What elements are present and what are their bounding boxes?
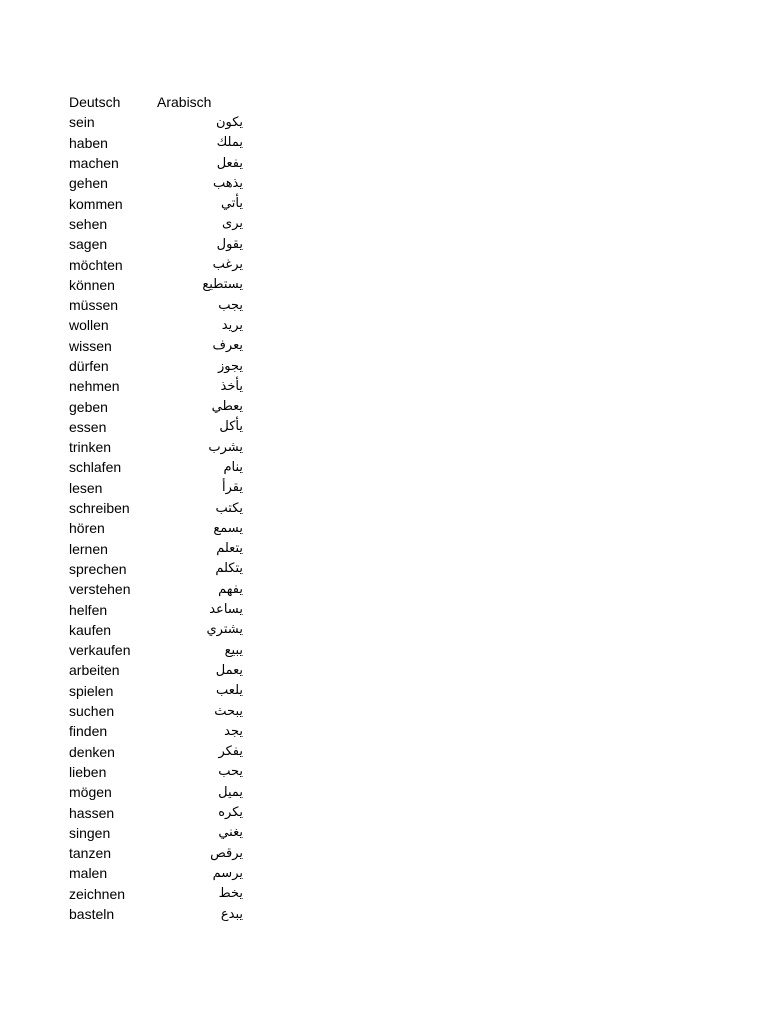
arabic-word: يرى <box>222 216 243 232</box>
arabic-word: يفكر <box>218 744 243 760</box>
german-word: kaufen <box>69 621 112 638</box>
table-row <box>69 762 243 782</box>
arabic-word: يكره <box>218 805 243 821</box>
german-word: verkaufen <box>69 642 131 659</box>
table-row <box>69 254 243 274</box>
arabic-word: يبحث <box>214 703 243 719</box>
arabic-word: يفهم <box>218 581 243 597</box>
table-row <box>69 599 243 619</box>
arabic-word: يرقص <box>210 845 243 861</box>
table-row <box>69 579 243 599</box>
german-word: mögen <box>69 784 112 801</box>
arabic-word: يشتري <box>206 622 243 638</box>
table-row <box>69 295 243 315</box>
arabic-word: يلعب <box>216 683 243 699</box>
table-row <box>69 802 243 822</box>
arabic-word: يبيع <box>224 642 243 658</box>
german-word: schreiben <box>69 500 130 517</box>
table-row <box>69 153 243 173</box>
table-row <box>69 904 243 924</box>
arabic-word: يجب <box>218 297 243 313</box>
table-row <box>69 356 243 376</box>
german-word: sein <box>69 114 95 131</box>
table-row <box>69 782 243 802</box>
arabic-word: يرغب <box>212 257 243 273</box>
table-row <box>69 214 243 234</box>
arabic-word: يذهب <box>212 175 243 191</box>
german-word: sagen <box>69 236 108 253</box>
german-word: haben <box>69 134 108 151</box>
arabic-word: يريد <box>221 317 243 333</box>
german-word: sprechen <box>69 560 127 577</box>
german-word: zeichnen <box>69 885 126 902</box>
table-row <box>69 112 243 132</box>
table-row <box>69 701 243 721</box>
arabic-word: يغني <box>218 825 243 841</box>
arabic-word: يكون <box>215 114 243 130</box>
table-row <box>69 518 243 538</box>
table-row <box>69 539 243 559</box>
arabic-word: يبدع <box>220 906 243 922</box>
german-word: basteln <box>69 906 115 923</box>
arabic-word: يميل <box>218 784 243 800</box>
table-row <box>69 498 243 518</box>
german-word: wissen <box>69 337 112 354</box>
german-word: müssen <box>69 297 119 314</box>
arabic-word: يقرأ <box>222 480 243 496</box>
table-row <box>69 376 243 396</box>
table-header-row <box>69 92 243 112</box>
arabic-word: يأخذ <box>220 378 243 394</box>
german-word: hören <box>69 520 105 537</box>
table-row <box>69 681 243 701</box>
arabic-word: يستطيع <box>202 277 243 293</box>
german-word: kommen <box>69 195 123 212</box>
german-word: helfen <box>69 601 108 618</box>
table-row <box>69 396 243 416</box>
german-word: suchen <box>69 703 115 720</box>
table-row <box>69 275 243 295</box>
table-row <box>69 193 243 213</box>
german-word: hassen <box>69 804 115 821</box>
table-row <box>69 133 243 153</box>
german-word: lieben <box>69 763 107 780</box>
arabic-word: يحب <box>218 764 243 780</box>
table-row <box>69 336 243 356</box>
arabic-word: يسمع <box>213 520 243 536</box>
table-row <box>69 417 243 437</box>
arabic-word: يملك <box>216 135 243 151</box>
german-word: tanzen <box>69 845 112 862</box>
german-word: wollen <box>69 317 109 334</box>
arabic-word: يساعد <box>209 602 243 618</box>
arabic-word: يتعلم <box>216 541 243 557</box>
german-word: lesen <box>69 479 103 496</box>
arabic-word: يجوز <box>217 358 243 374</box>
table-row <box>69 660 243 680</box>
german-word: spielen <box>69 682 114 699</box>
german-word: sehen <box>69 215 108 232</box>
arabic-word: يرسم <box>212 865 243 881</box>
german-word: schlafen <box>69 459 122 476</box>
arabic-word: يعرف <box>212 338 243 354</box>
table-row <box>69 315 243 335</box>
german-word: geben <box>69 398 108 415</box>
german-word: denken <box>69 743 115 760</box>
german-word: machen <box>69 155 119 172</box>
german-word: verstehen <box>69 581 131 598</box>
table-row <box>69 863 243 883</box>
arabic-word: يجد <box>224 723 243 739</box>
arabic-word: ينام <box>223 459 243 475</box>
arabic-word: يتكلم <box>215 561 243 577</box>
arabic-word: يفعل <box>216 155 243 171</box>
table-row <box>69 437 243 457</box>
table-row <box>69 620 243 640</box>
arabic-word: يشرب <box>208 439 243 455</box>
arabic-word: يعطي <box>211 399 243 415</box>
table-body <box>69 112 243 924</box>
german-word: dürfen <box>69 358 109 374</box>
german-word: lernen <box>69 540 108 557</box>
german-word: arbeiten <box>69 662 120 679</box>
german-word: nehmen <box>69 378 120 395</box>
arabic-word: يخط <box>218 886 243 902</box>
table-row <box>69 559 243 579</box>
german-word: essen <box>69 418 107 435</box>
table-row <box>69 478 243 498</box>
arabic-word: يقول <box>216 236 243 252</box>
table-row <box>69 721 243 741</box>
arabic-word: يكتب <box>215 500 243 516</box>
arabic-word: يأكل <box>219 419 243 435</box>
german-word: trinken <box>69 439 112 456</box>
header-deutsch: Deutsch <box>69 94 121 111</box>
vocabulary-table <box>69 92 243 924</box>
table-row <box>69 742 243 762</box>
table-row <box>69 823 243 843</box>
arabic-word: يعمل <box>215 662 243 678</box>
table-row <box>69 843 243 863</box>
table-row <box>69 234 243 254</box>
header-arabisch: Arabisch <box>157 94 212 111</box>
table-row <box>69 884 243 904</box>
german-word: möchten <box>69 256 123 273</box>
german-word: finden <box>69 723 108 740</box>
table-row <box>69 173 243 193</box>
german-word: singen <box>69 824 111 841</box>
german-word: malen <box>69 865 108 882</box>
table-row <box>69 457 243 477</box>
arabic-word: يأتي <box>220 196 243 212</box>
german-word: gehen <box>69 175 108 192</box>
german-word: können <box>69 276 115 293</box>
table-row <box>69 640 243 660</box>
